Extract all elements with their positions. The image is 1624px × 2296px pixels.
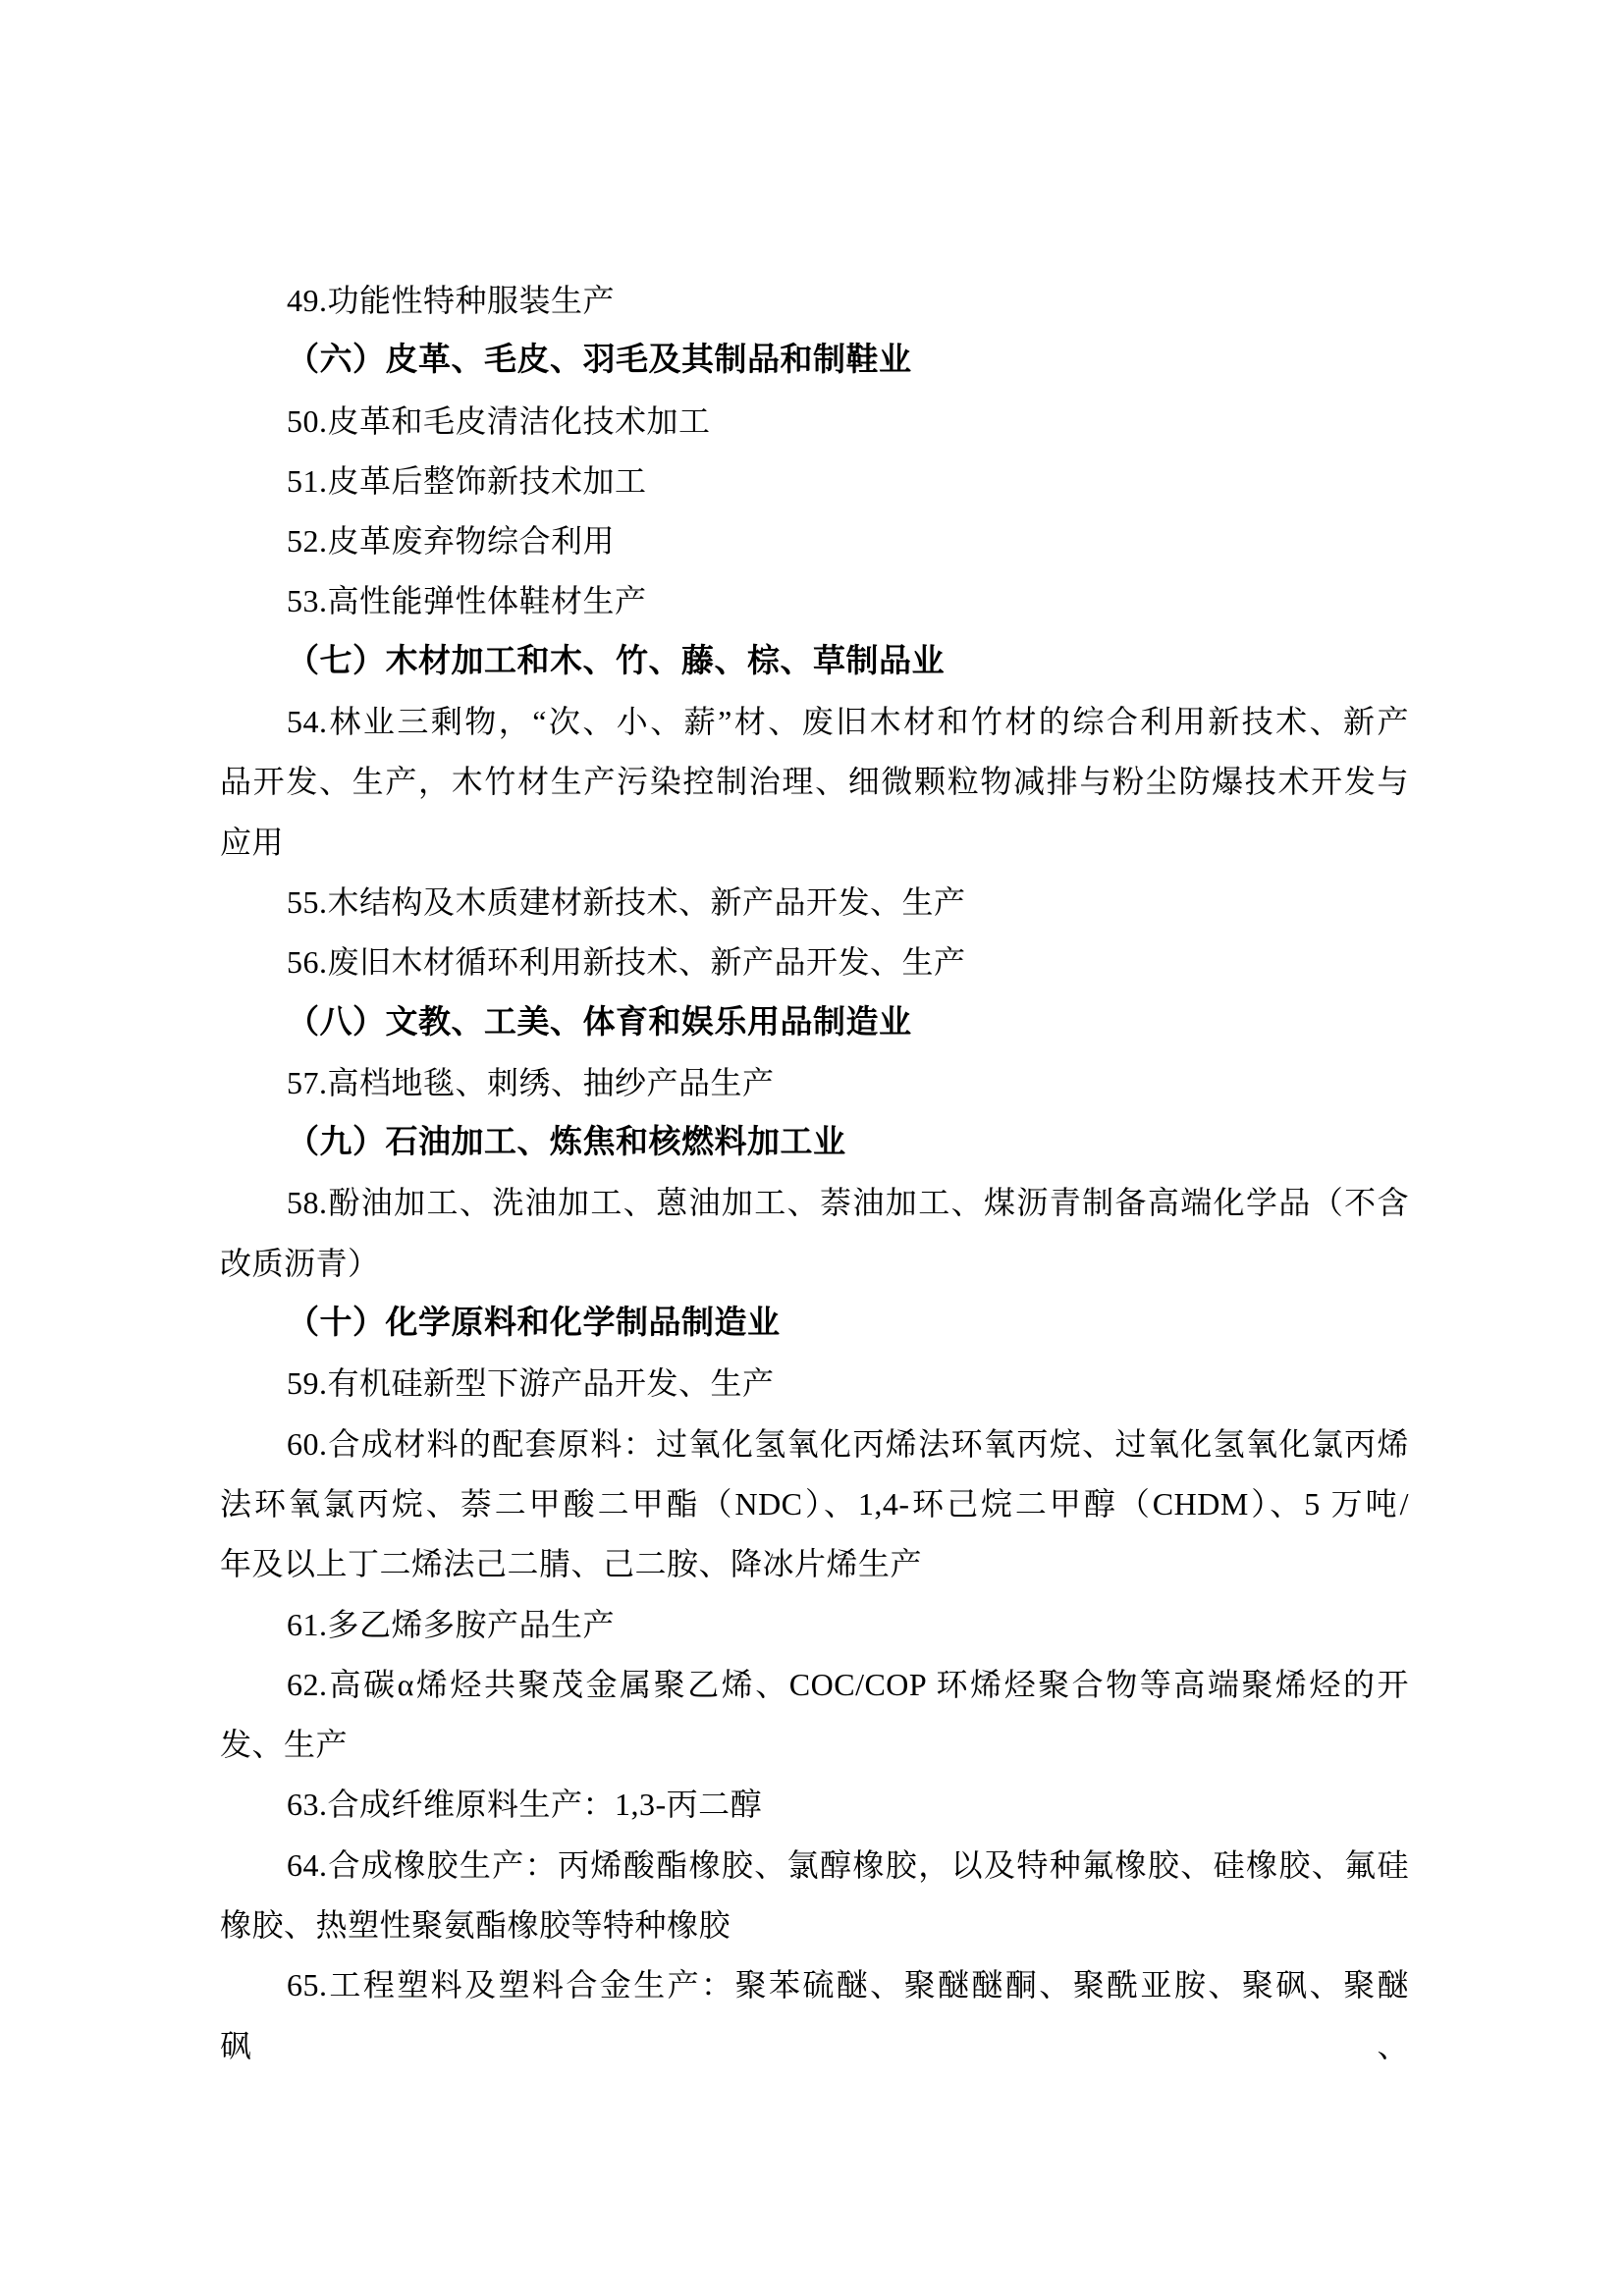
text-line-item-54-c1: 品开发、生产，木竹材生产污染控制治理、细微颗粒物减排与粉尘防爆技术开发与 [220, 764, 1409, 800]
section-heading-7: （七）木材加工和木、竹、藤、棕、草制品业 [287, 643, 945, 679]
text-line-item-60-c2: 年及以上丁二烯法己二腈、己二胺、降冰片烯生产 [220, 1546, 923, 1582]
document-text-block [220, 271, 1409, 2063]
text-line-item-59: 59.有机硅新型下游产品开发、生产 [287, 1365, 775, 1402]
text-line-item-60: 60.合成材料的配套原料：过氧化氢氧化丙烯法环氧丙烷、过氧化氢氧化氯丙烯 [287, 1425, 1409, 1462]
text-line-item-50: 50.皮革和毛皮清洁化技术加工 [287, 402, 711, 439]
text-line-item-64-c1: 橡胶、热塑性聚氨酯橡胶等特种橡胶 [220, 1907, 731, 1944]
text-line-item-61: 61.多乙烯多胺产品生产 [287, 1606, 616, 1642]
text-line-item-64: 64.合成橡胶生产：丙烯酸酯橡胶、氯醇橡胶，以及特种氟橡胶、硅橡胶、氟硅 [287, 1846, 1409, 1883]
text-line-item-51: 51.皮革后整饰新技术加工 [287, 462, 647, 499]
text-line-item-65: 65.工程塑料及塑料合金生产：聚苯硫醚、聚醚醚酮、聚酰亚胺、聚砜、聚醚砜、 [220, 1967, 1409, 2063]
section-heading-10: （十）化学原料和化学制品制造业 [287, 1306, 781, 1342]
section-heading-8: （八）文教、工美、体育和娱乐用品制造业 [287, 1004, 912, 1041]
text-line-item-55: 55.木结构及木质建材新技术、新产品开发、生产 [287, 883, 966, 920]
text-line-item-58-c1: 改质沥青） [220, 1245, 380, 1281]
text-line-item-58: 58.酚油加工、洗油加工、蒽油加工、萘油加工、煤沥青制备高端化学品（不含 [287, 1185, 1409, 1221]
text-line-item-49: 49.功能性特种服装生产 [287, 283, 616, 318]
text-line-item-54: 54.林业三剩物，“次、小、薪”材、废旧木材和竹材的综合利用新技术、新产 [287, 704, 1409, 740]
text-line-item-52: 52.皮革废弃物综合利用 [287, 523, 616, 560]
text-line-item-63: 63.合成纤维原料生产：1,3-丙二醇 [287, 1787, 763, 1823]
text-line-item-57: 57.高档地毯、刺绣、抽纱产品生产 [287, 1064, 775, 1100]
text-line-item-62: 62.高碳α烯烃共聚茂金属聚乙烯、COC/COP 环烯烃聚合物等高端聚烯烃的开 [287, 1666, 1409, 1702]
text-line-item-54-c2: 应用 [220, 824, 285, 860]
text-line-item-60-c1: 法环氧氯丙烷、萘二甲酸二甲酯（NDC）、1,4-环己烷二甲醇（CHDM）、5 万吨/ [220, 1485, 1409, 1522]
text-line-item-53: 53.高性能弹性体鞋材生产 [287, 583, 647, 619]
section-heading-6: （六）皮革、毛皮、羽毛及其制品和制鞋业 [287, 343, 912, 379]
text-line-item-56: 56.废旧木材循环利用新技术、新产品开发、生产 [287, 944, 966, 981]
text-line-item-62-c1: 发、生产 [220, 1727, 349, 1763]
section-heading-9: （九）石油加工、炼焦和核燃料加工业 [287, 1125, 846, 1161]
